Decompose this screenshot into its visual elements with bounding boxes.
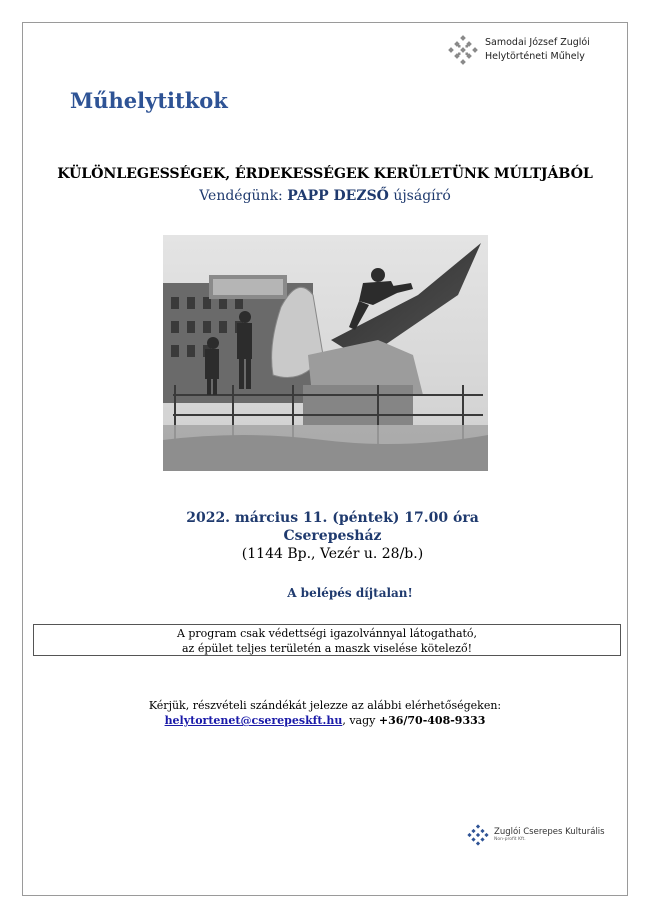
footer-logo (467, 824, 605, 846)
org-logo-icon (447, 34, 479, 66)
guest-name: PAPP DEZSŐ (287, 188, 389, 204)
notice-line1: A program csak védettségi igazolvánnyal látogatható, (176, 627, 478, 640)
event-date: 2022. március 11. (péntek) 17.00 óra (186, 510, 479, 526)
covid-notice-box (33, 624, 621, 656)
event-venue: Cserepesház (283, 528, 382, 544)
event-address: (1144 Bp., Vezér u. 28/b.) (241, 546, 424, 562)
contact-separator: , vagy (342, 714, 379, 727)
sculpture-photo (163, 235, 488, 471)
phone-number: +36/70-408-9333 (378, 714, 486, 727)
guest-role: újságíró (388, 188, 451, 204)
event-subtitle: KÜLÖNLEGESSÉGEK, ÉRDEKESSÉGEK KERÜLETÜNK MÚLTJÁBÓL (57, 166, 593, 182)
notice-line2: az épület teljes területén a maszk viselése kötelező! (181, 642, 473, 655)
guest-prefix: Vendégünk: (199, 188, 288, 204)
org-name-line2: Helytörténeti Műhely (485, 51, 585, 62)
contact-line (0, 714, 650, 727)
org-name-line1: Samodai József Zuglói (485, 37, 590, 48)
footer-org-sub: Non-profit Kft. (494, 837, 526, 842)
footer-org-name: Zuglói Cserepes Kulturális (494, 827, 605, 837)
contact-intro: Kérjük, részvételi szándékát jelezze az alábbi elérhetőségeken: (148, 699, 502, 712)
header-logo (447, 34, 590, 66)
email-link[interactable]: helytortenet@cserepeskft.hu (164, 714, 343, 727)
guest-line (0, 188, 650, 204)
footer-logo-icon (467, 824, 489, 846)
free-entry-text: A belépés díjtalan! (287, 586, 413, 600)
page-title: Műhelytitkok (70, 88, 228, 113)
